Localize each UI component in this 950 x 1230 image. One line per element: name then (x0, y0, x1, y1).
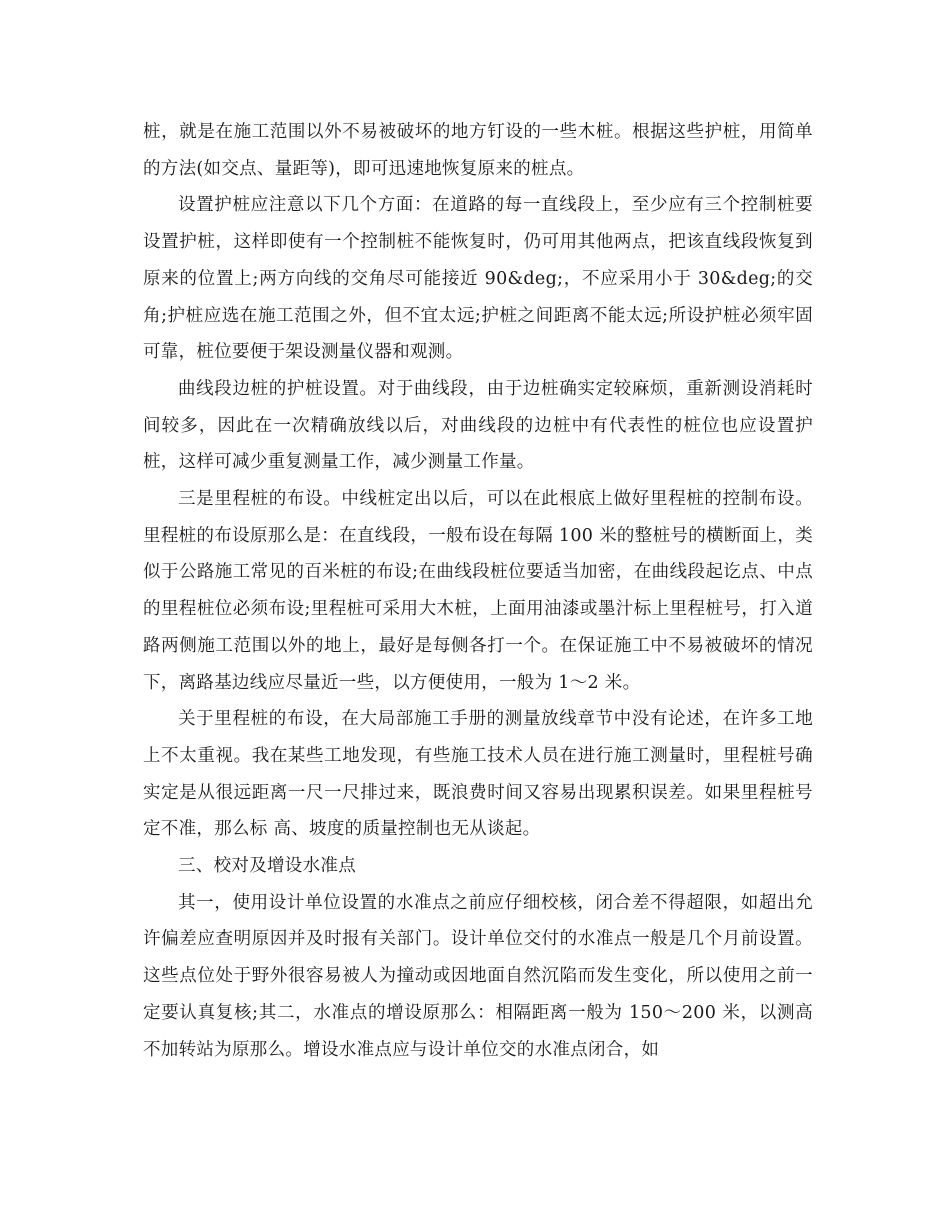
paragraph-mileage-stake-layout: 三是里程桩的布设。中线桩定出以后，可以在此根底上做好里程桩的控制布设。里程桩的布设原那么是：在直线段，一般布设在每隔 100 米的整桩号的横断面上，类似于公路施工常见的百米桩的布设;在曲线段桩位要适当加密，在曲线段起讫点、中点的里程桩位必须布设;里程桩可采用大木桩，上面用油漆或墨汁标上里程桩号，打入道路两侧施工范围以外的地上，最好是每侧各打一个。在保证施工中不易被破坏的情况下，离路基边线应尽量近一些，以方便使用，一般为 1～2 米。 (143, 489, 813, 693)
document-body (143, 114, 813, 1068)
paragraph-guard-stake-notes: 设置护桩应注意以下几个方面：在道路的每一直线段上，至少应有三个控制桩要设置护桩，这样即使有一个控制桩不能恢复时，仍可用其他两点，把该直线段恢复到原来的位置上;两方向线的交角尽可能接近 90&deg;，不应采用小于 30&deg;的交角;护桩应选在施工范围之外，但不宜太远;护桩之间距离不能太远;所设护桩必须牢固可靠，桩位要便于架设测量仪器和观测。 (143, 195, 813, 363)
paragraph-mileage-stake-remarks: 关于里程桩的布设，在大局部施工手册的测量放线章节中没有论述，在许多工地上不太重视。我在某些工地发现，有些施工技术人员在进行施工测量时，里程桩号确实定是从很远距离一尺一尺排过来，既浪费时间又容易出现累积误差。如果里程桩号定不准，那么标 高、坡度的质量控制也无从谈起。 (143, 709, 813, 840)
section-heading-benchmarks: 三、校对及增设水准点 (178, 856, 356, 877)
paragraph-curve-side-stakes: 曲线段边桩的护桩设置。对于曲线段，由于边桩确实定较麻烦，重新测设消耗时间较多，因此在一次精确放线以后，对曲线段的边桩中有代表性的桩位也应设置护桩，这样可减少重复测量工作，减少测量工作量。 (143, 378, 813, 473)
paragraph-stake-definition: 桩，就是在施工范围以外不易被破坏的地方钉设的一些木桩。根据这些护桩，用简单的方法(如交点、量距等)，即可迅速地恢复原来的桩点。 (143, 122, 813, 179)
paragraph-benchmark-check: 其一，使用设计单位设置的水准点之前应仔细校核，闭合差不得超限，如超出允许偏差应查明原因并及时报有关部门。设计单位交付的水准点一般是几个月前设置。这些点位处于野外很容易被人为撞动或因地面自然沉陷而发生变化，所以使用之前一定要认真复核;其二，水准点的增设原那么：相隔距离一般为 150～200 米，以测高不加转站为原那么。增设水准点应与设计单位交的水准点闭合，如 (143, 892, 813, 1060)
